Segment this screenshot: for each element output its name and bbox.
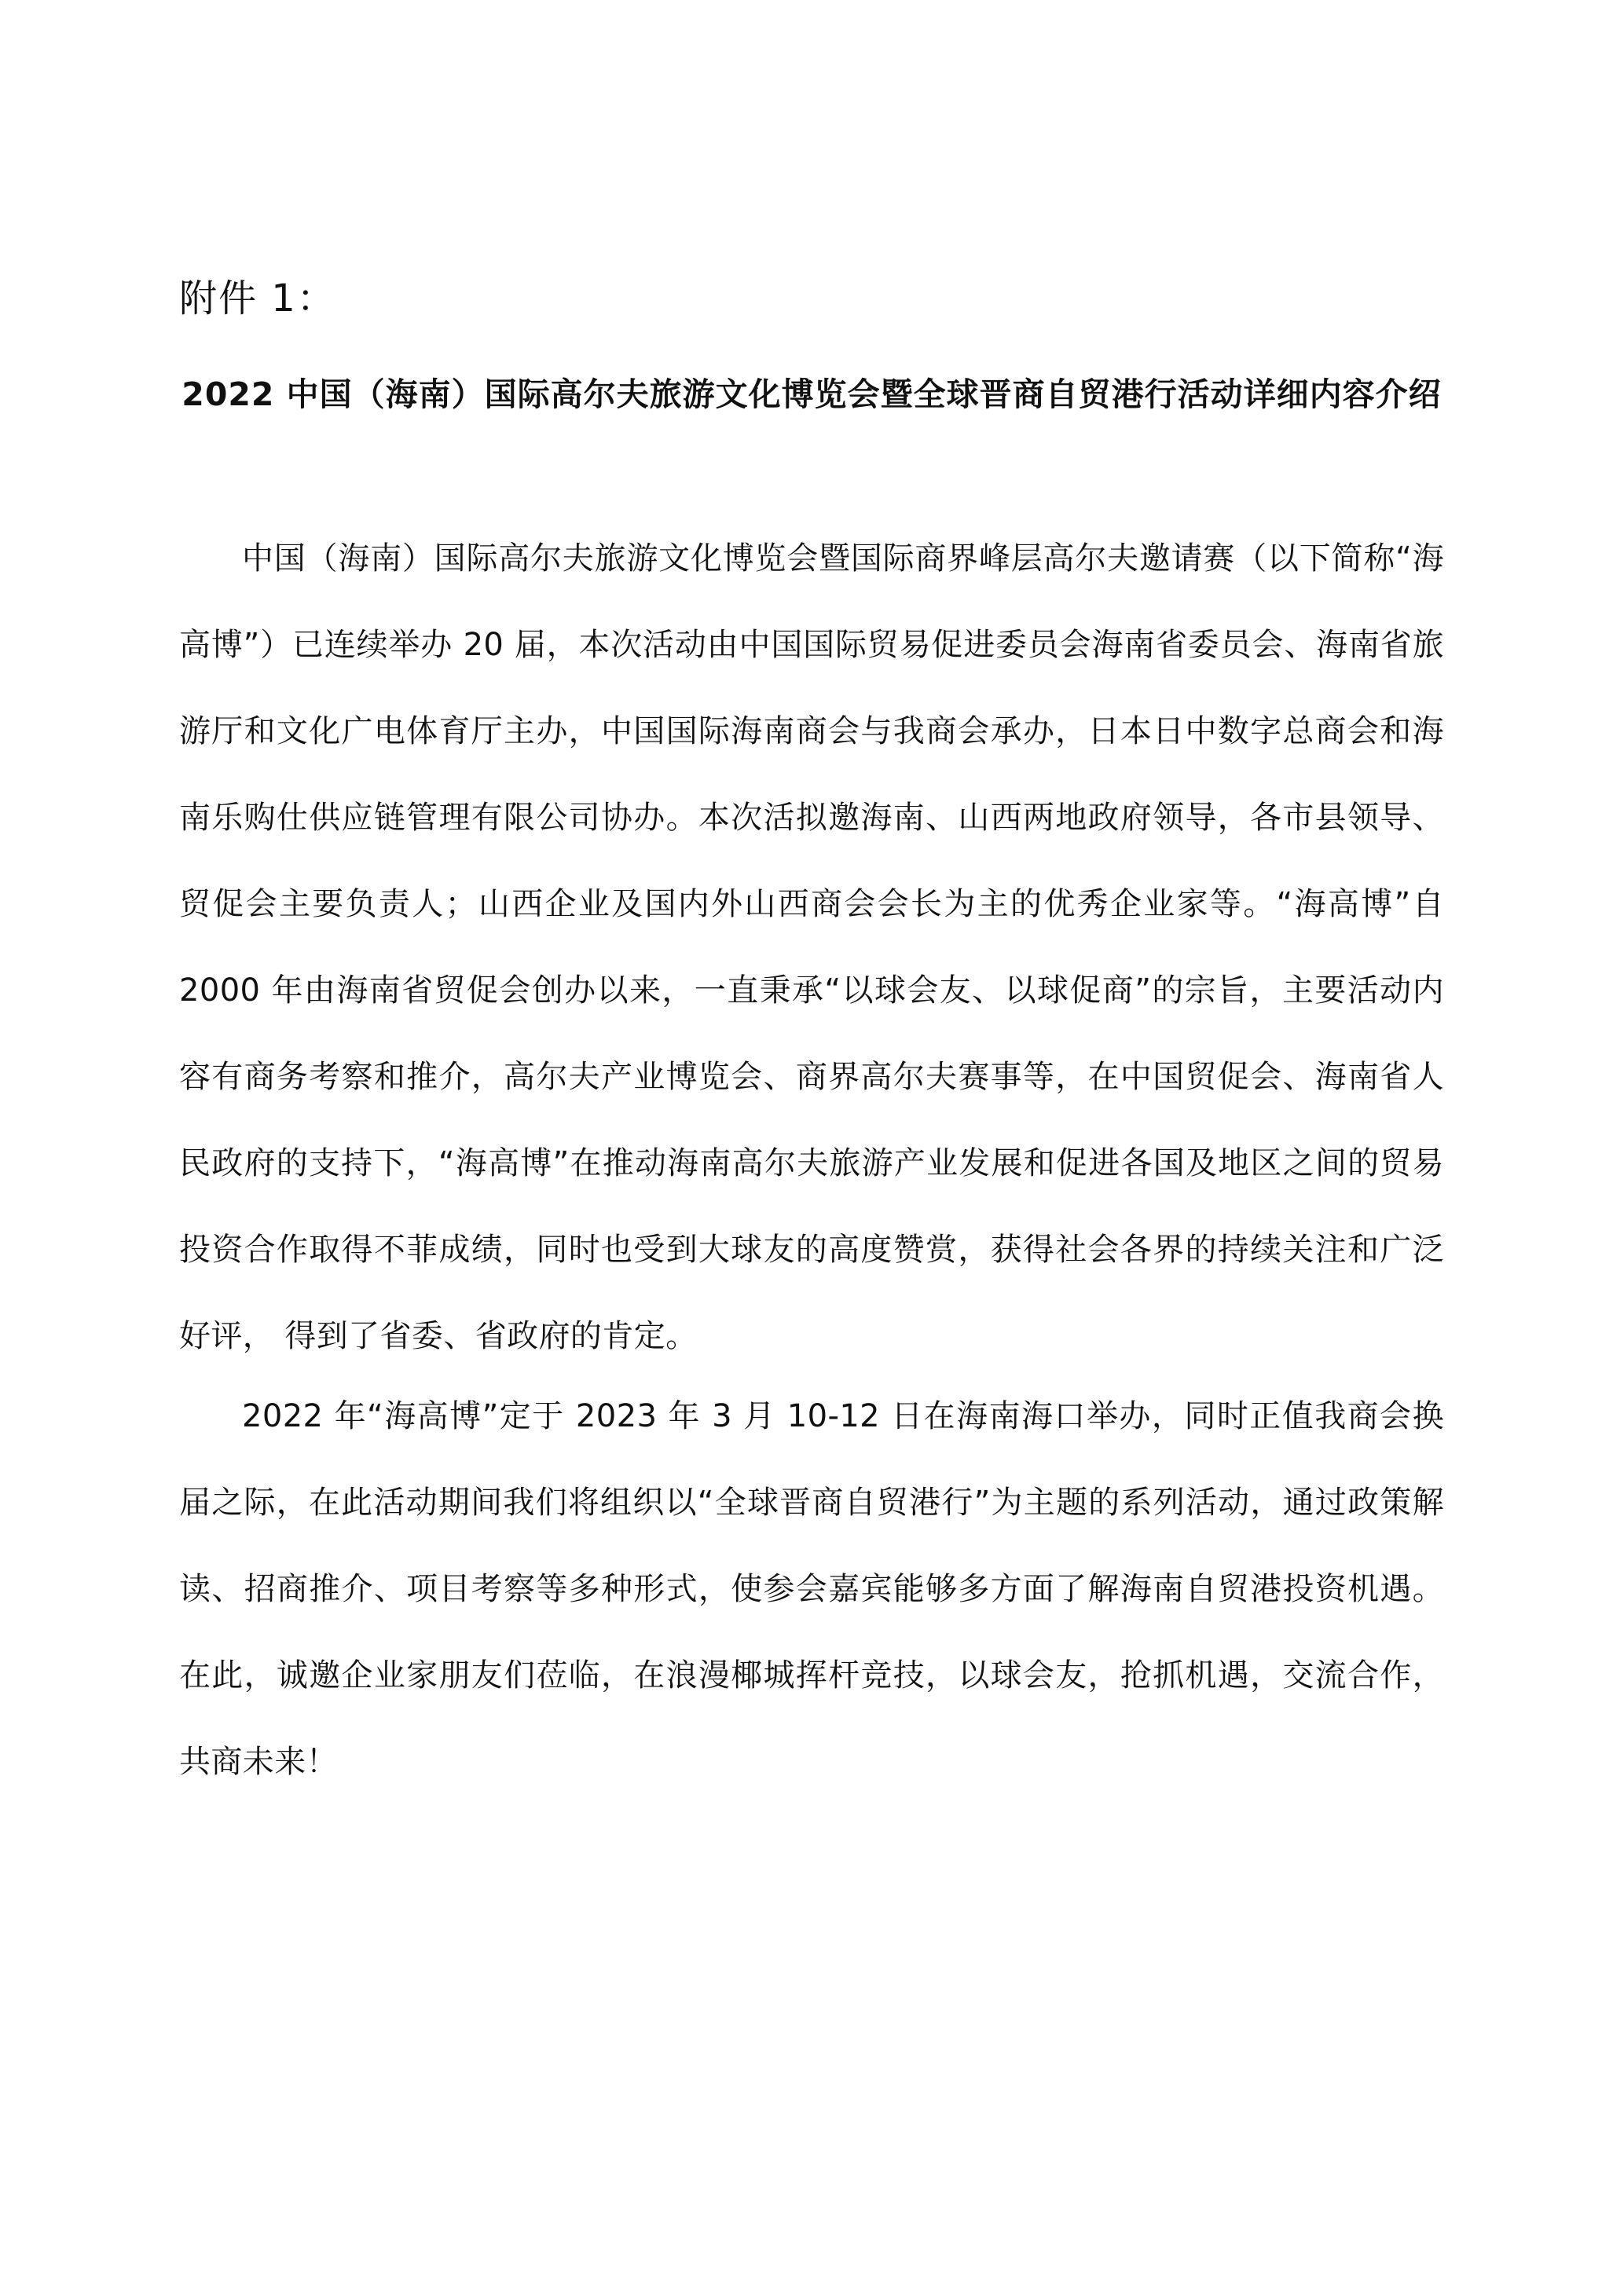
body-paragraph-1: 中国（海南）国际高尔夫旅游文化博览会暨国际商界峰层高尔夫邀请赛（以下简称“海高博”）已连续举办 20 届，本次活动由中国国际贸易促进委员会海南省委员会、海南省旅游厅和文化广电体育厅主办，中国国际海南商会与我商会承办，日本日中数字总商会和海南乐购仕供应链管理有限公司协办。本次活拟邀海南、山西两地政府领导，各市县领导、贸促会主要负责人；山西企业及国内外山西商会会长为主的优秀企业家等。“海高博”自 2000 年由海南省贸促会创办以来，一直秉承“以球会友、以球促商”的宗旨，主要活动内容有商务考察和推介，高尔夫产业博览会、商界高尔夫赛事等，在中国贸促会、海南省人民政府的支持下，“海高博”在推动海南高尔夫旅游产业发展和促进各国及地区之间的贸易投资合作取得不菲成绩，同时也受到大球友的高度赞赏，获得社会各界的持续关注和广泛好评， 得到了省委、省政府的肯定。 (179, 540, 1444, 1354)
body-paragraph-2: 2022 年“海高博”定于 2023 年 3 月 10-12 日在海南海口举办，同时正值我商会换届之际，在此活动期间我们将组织以“全球晋商自贸港行”为主题的系列活动，通过政策解读、招商推介、项目考察等多种形式，使参会嘉宾能够多方面了解海南自贸港投资机遇。在此，诚邀企业家朋友们莅临，在浪漫椰城挥杆竞技，以球会友，抢抓机遇，交流合作，共商未来！ (179, 1398, 1444, 1780)
attachment-label: 附件 1： (179, 276, 336, 320)
document-title: 2022 中国（海南）国际高尔夫旅游文化博览会暨全球晋商自贸港行活动详细内容介绍 (181, 375, 1442, 413)
